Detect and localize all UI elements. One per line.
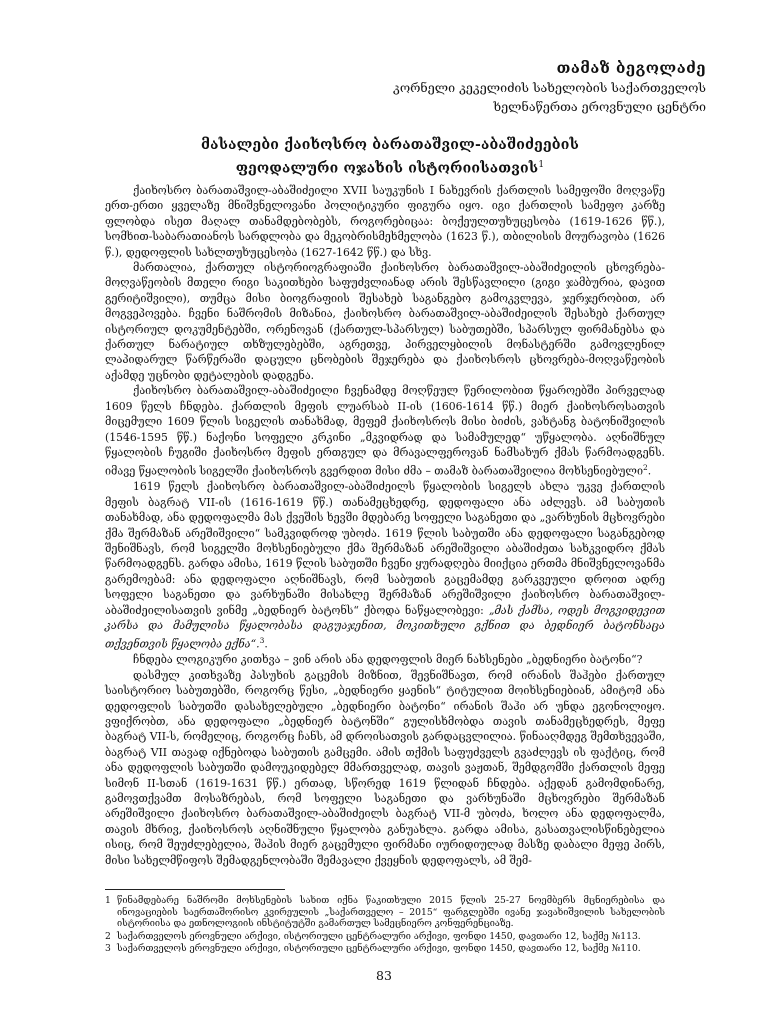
body-paragraph: 1619 წელს ქაიხოსრო ბარათაშვილ-აბაშიძეილს წყალობის სიგელს ახლა უკვე ქართლის მეფის ბაგრატ VII-ის (1616-1619 წწ.) თანამეცხედრე, დედოფალი ანა აძლევს. ამ საბუთის თანახმად, ანა დედოფალმა მას ქვეშის ხევში მდებარე სოფელი საგანეთი და „ვარხუნის მცხოვრები ქმა შერმაზან არეშიშვილი“ სამკვიდროდ უბოძა. 1619 წლის საბუთში ანა დედოფალი საგანგებოდ შენიშნავს, რომ სიგელში მოხსენიებული ქმა შერმაზან არეშიშვილი აბაშიძეთა სახკვიდრო ქმას წარმოადგენს. გარდა ამისა, 1619 წლის საბუთში ჩვენი ყურადღება მიიქცია ერთმა მნიშვნელოვანმა გარემოებამ: ანა დედოფალი აღნიშნავს, რომ საბუთის გაცემამდე გარკვეული დროით ადრე სოფელი საგანეთი და ვარხუნაში მისახლე შერმაზან არეშიშვილი ქაიხოსრო ბარათაშვილ-აბაშიძეილისათვის ვინმე „ბედნიერ ბატონს“ ქბოდა ნაწყალობევი: „მას ქამსა, ოდეს მოგვიდევით კარსა და მამულისა წყალობასა დაგუაჯენით, მოკითხული გქნით და ბედნიერ ბატონსაცა თქვენთვის წყალობა ექნა“.$^3$. xyxy=(105,480,665,651)
title-line-2-text: ფეოდალური ოჯახის ისტორიისათვის xyxy=(235,160,539,177)
author-name: თამაზ ბეგოლაძე xyxy=(556,59,706,77)
footnote xyxy=(105,931,665,943)
footnotes xyxy=(105,895,665,956)
author-block xyxy=(286,58,706,116)
footnote-text: წინამდებარე ნაშრომი მოხსენების სახით იქნა წაკითხული 2015 წლის 25-27 ნოემბერს მცნიერებისა და ინოვაციების საერთაშორისო კვირეულის „საქართველო – 2015“ ფარგლებში ივანე ჯავახიშვილის სახელობის ისტორიისა და ეთნოლოგიის ინსტიტუტში გამართულ სამეცნიერო კონფერენციაზე. xyxy=(117,895,665,930)
body-paragraph: ქაიხოსრო ბარათაშვილ-აბაშიძეილი ჩვენამდე მოღწეულ წერილობით წყაროებში პირველად 1609 წელს ჩნდება. ქართლის მეფის ლუარსაბ II-ის (1606-1614 წწ.) მიერ ქაიხოსროსათვის მიცემული 1609 წლის სიგელის თანახმად, მეფემ ქაიხოსროს მისი ბიძის, ვახტანგ ბატონიშვილის (1546-1595 წწ.) ნაქონი სოფელი კრკინი „მკვიდრად და სამამულედ“ უწყალობა. აღნიშნულ წყალობის ჩუგიში ქაიხოსრო მეფის ერთგულ და მრავალფეროვან ნამსახურ ქმას წარმოადგენს. იმავე წყალობის სიგელში ქაიხოსროს გვერდით მისი ძმა – თამაზ ბარათაშვილია მოხსენიებული$^2$. xyxy=(105,384,665,478)
page-number: 83 xyxy=(376,968,392,983)
footnote-number: 3 xyxy=(105,943,111,955)
footnote-text: საქართველოს ეროვნული არქივი, ისტორიული ცენტრალური არქივი, ფონდი 1450, დავთარი 12, საქმე №113. xyxy=(117,930,641,942)
article-body xyxy=(105,183,665,868)
footnote xyxy=(105,895,665,930)
body-paragraph xyxy=(105,260,665,383)
footnote-divider xyxy=(105,889,285,890)
footnote-number: 1 xyxy=(105,895,111,906)
paragraph-text: მართალია, ქართულ ისტორიოგრაფიაში ქაიხოსრო ბარათაშვილ-აბაშიძეილის ცხოვრება-მოღვაწეობის მთელი რიგი საკითხები საფუძვლიანად არის შესწავლილი (გიგი ჯამბურია, დავით გერიტიშვილი), თუმცა მისი ბიოგრაფიის შესახებ საგანგებო გამოკვლევა, ჯერჯერობით, არ მოგვეპოვება. ჩვენი ნაშრომის მიზანია, ქაიხოსრო ბარათაშვილ-აბაშიძეილის შესახებ ქართულ ისტორიულ დოკუმენტებში, ორენოვან (ქართულ-სპარსულ) საბუთებში, სპარსულ ფირმანებსა და ქართულ ნარატიულ თხზულებებში, აგრეთვე, პირველყბილის მონასტერში გამოვლენილ ლაპიდარულ წარწერაში დაცული ცნობების შეჯერება და ქაიხოსროს ცხოვრება-მოღვაწეობის აქამდე უცნობი დეტალების დადგენა. xyxy=(105,261,665,382)
footnote-text: საქართველოს ეროვნული არქივი, ისტორიული ცენტრალური არქივი, ფონდი 1450, დავთარი 12, საქმე №110. xyxy=(117,943,641,955)
affiliation-line-2: ხელნაწერთა ეროვნული ცენტრი xyxy=(493,99,706,114)
title-line-2 xyxy=(90,155,690,179)
paragraph-text: ჩნდება ლოგიკური კითხვა – ვინ არის ანა დედოფლის მიერ ნახსენები „ბედნიერი ბატონი“? xyxy=(133,653,643,667)
affiliation-line-1: კორნელი კეკელიძის სახელობის საქართველოს xyxy=(393,80,706,95)
footnote-number: 2 xyxy=(105,930,111,942)
article-title xyxy=(90,135,690,179)
paragraph-text: ქაიხოსრო ბარათაშვილ-აბაშიძეილი ჩვენამდე მოღწეულ წერილობით წყაროებში პირველად 1609 წელს ჩნდება. ქართლის მეფის ლუარსაბ II-ის (1606-1614 წწ.) მიერ ქაიხოსროსათვის მიცემული 1609 წლის სიგელის თანახმად, მეფემ ქაიხოსროს მისი ბიძის, ვახტანგ ბატონიშვილის (1546-1595 წწ.) ნაქონი სოფელი კრკინი „მკვიდრად და სამამულედ“ უწყალობა. აღნიშნულ წყალობის ჩუგიში ქაიხოსრო მეფის ერთგულ და მრავალფეროვან ნამსახურ ქმას წარმოადგენს. იმავე წყალობის სიგელში ქაიხოსროს გვერდით მისი ძმა – თამაზ ბარათაშვილია მოხსენიებული xyxy=(105,384,665,478)
footnote xyxy=(105,943,665,955)
paragraph-text: ქაიხოსრო ბარათაშვილ-აბაშიძეილი XVII საუკუნის I ნახევრის ქართლის სამეფოში მოღვაწე ერთ-ერთი ყველაზე მნიშვნელოვანი პოლიტიკური ფიგურა იყო. იგი ქართლის სამეფო კარზე ფლობდა ისეთ მაღალ თანამდებობებს, როგორებიცაა: ბოქეულთუხუცესობა (1619-1626 წწ.), სომხით-საბარათიანოს სარდლობა და მეკობრისმეხმელობა (1623 წ.), თბილისის მოურავობა (1626 წ.), დედოფლის სახლთუხუცესობა (1627-1642 წწ.) და სხვ. xyxy=(105,184,665,259)
body-paragraph xyxy=(105,183,665,260)
quotation: „მას ქამსა, ოდეს მოგვიდევით კარსა და მამულისა წყალობასა დაგუაჯენით, მოკითხული გქნით და ბედნიერ ბატონსაცა თქვენთვის წყალობა ექნა“. xyxy=(105,603,665,651)
body-paragraph xyxy=(105,668,665,868)
body-paragraph xyxy=(105,652,665,667)
paragraph-text: 1619 წელს ქაიხოსრო ბარათაშვილ-აბაშიძეილს წყალობის სიგელს ახლა უკვე ქართლის მეფის ბაგრატ VII-ის (1616-1619 წწ.) თანამეცხედრე, დედოფალი ანა აძლევს. ამ საბუთის თანახმად, ანა დედოფალმა მას ქვეშის ხევში მდებარე სოფელი საგანეთი და „ვარხუნის მცხოვრები ქმა შერმაზან არეშიშვილი“ სამკვიდროდ უბოძა. 1619 წლის საბუთში ანა დედოფალი საგანგებოდ შენიშნავს, რომ სიგელში მოხსენიებული ქმა შერმაზან არეშიშვილი აბაშიძეთა სახკვიდრო ქმას წარმოადგენს. გარდა ამისა, 1619 წლის საბუთში ჩვენი ყურადღება მიიქცია ერთმა მნიშვნელოვანმა გარემოებამ: ანა დედოფალი აღნიშნავს, რომ საბუთის გაცემამდე გარკვეული დროით ადრე სოფელი საგანეთი და ვარხუნაში მისახლე შერმაზან არეშიშვილი ქაიხოსრო ბარათაშვილ-აბაშიძეილისათვის ვინმე „ბედნიერ ბატონს“ ქბოდა ნაწყალობევი: xyxy=(105,480,665,617)
paragraph-text: დასმულ კითხვაზე პასუხის გაცემის მიზნით, შევნიშნავთ, რომ ირანის შაჰები ქართულ საისტორიო საბუთებში, როგორც წესი, „ბედნიერი ყაენის“ ტიტულით მოიხსენიებიან, ამიტომ ანა დედოფლის საბუთში დასახელებული „ბედნიერი ბატონი“ ირანის შაჰი არ უნდა ეგონოლიყო. ვფიქრობთ, ანა დედოფალი „ბედნიერ ბატონში“ გულისხმობდა თავის თანამეცხედრეს, მეფე ბაგრატ VII-ს, რომელიც, როგორც ჩანს, ამ დროისათვის გარდაცვლილია. წინააღმდეგ შემთხვევაში, ბაგრატ VII თავად იქნებოდა საბუთის გამცემი. ამის თქმის საფუძველს გვაძლევს ის ფაქტიც, რომ ანა დედოფლის საბუთში დამოუკიდებელ მმართველად, თავის ვაჟთან, შემდგომში ქართლის მეფე სიმონ II-სთან (1619-1631 წწ.) ერთად, სწორედ 1619 წლიდან ჩნდება. აქედან გამომდინარე, გამოვთქვამთ მოსაზრებას, რომ სოფელი საგანეთი და ვარხუნაში მცხოვრები შერმაზან არეშიშვილი ქაიხოსრო ბარათაშვილ-აბაშიძეილს ბაგრატ VII-მ უბოძა, ხოლო ანა დედოფალმა, თავის მხრივ, ქაიხოსროს აღნიშნული წყალობა განუახლა. გარდა ამისა, გასათვალისწინებელია ისიც, რომ შეუძლებელია, შაჰის მიერ გაცემული ფირმანი იურიდიულად მასზე დაბალი მეფე პირს, მისი სახელმწიფოს შემადგენლობაში შემავალი ქვეყნის დედოფალს, ამ შემ- xyxy=(105,668,665,867)
title-footnote-ref[interactable]: 1 xyxy=(538,160,545,170)
title-line-1: მასალები ქაიხოსრო ბარათაშვილ-აბაშიძეების xyxy=(200,137,580,153)
footnote-ref[interactable]: 2 xyxy=(642,463,648,473)
footnote-ref[interactable]: 3 xyxy=(259,636,265,646)
